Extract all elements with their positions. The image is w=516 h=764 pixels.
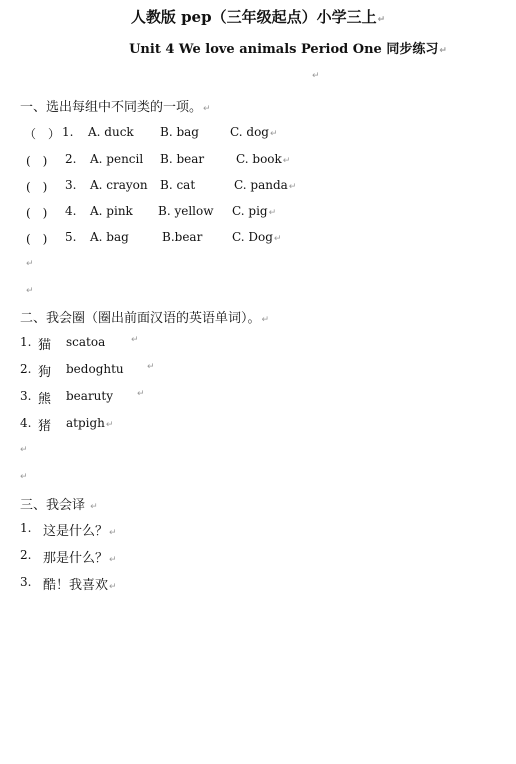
option-c: C. book↵ [236,152,291,166]
paragraph-mark-icon: ↵ [26,286,34,296]
paragraph-mark-icon: ↵ [147,362,155,372]
item-number: 3. [20,389,32,403]
option-b: B. yellow [158,204,214,218]
paragraph-mark-icon: ↵ [439,46,447,56]
paragraph-mark-icon: ↵ [131,335,139,345]
paragraph-mark-icon: ↵ [26,259,34,269]
document-subtitle [0,38,516,57]
paragraph-mark-icon: ↵ [137,389,145,399]
question-number: 4. [65,204,77,218]
paragraph-mark-icon: ↵ [282,156,291,166]
item-chinese: 猪 [38,419,52,434]
paragraph-mark-icon: ↵ [90,502,98,512]
question-row-3 [0,178,516,198]
question-row-2 [0,152,516,172]
item-letters[interactable]: scatoa [66,335,106,349]
section3-heading-text: 三、我会译 [20,498,86,513]
circle-item-4 [20,416,320,436]
paragraph-mark-icon: ↵ [203,104,211,114]
circle-item-3 [20,389,320,409]
subtitle-text: Unit 4 We love animals Period One 同步练习 [129,42,439,57]
title-text: 人教版 pep（三年级起点）小学三上 [130,8,377,26]
question-number: 1. [62,125,74,139]
item-number: 3. [20,575,32,589]
option-a: A. pink [90,204,133,218]
option-c: C. Dog↵ [232,230,282,244]
option-c: C. dog↵ [230,125,278,139]
paragraph-mark-icon: ↵ [269,129,278,139]
item-number: 1. [20,521,32,535]
paragraph-mark-icon: ↵ [288,182,297,192]
question-number: 3. [65,178,77,192]
item-chinese: 那是什么？↵ [43,551,117,566]
question-number: 5. [65,230,77,244]
item-number: 1. [20,335,32,349]
paragraph-mark-icon: ↵ [261,315,270,325]
answer-blank[interactable]: ( ) [26,180,48,194]
circle-item-2 [20,362,320,382]
option-c: C. pig↵ [232,204,277,218]
question-row-5 [0,230,516,250]
question-row-4 [0,204,516,224]
question-row-1 [0,125,516,145]
section1-heading-text: 一、选出每组中不同类的一项。 [20,100,203,115]
option-c: C. panda↵ [234,178,297,192]
paragraph-mark-icon: ↵ [109,555,117,565]
paragraph-mark-icon: ↵ [105,420,114,430]
item-letters[interactable]: atpigh↵ [66,416,114,430]
question-number: 2. [65,152,77,166]
paragraph-mark-icon: ↵ [268,208,277,218]
paragraph-mark-icon: ↵ [109,582,117,592]
paragraph-mark-icon: ↵ [20,445,28,455]
option-b: B.bear [162,230,203,244]
item-chinese: 熊 [38,392,52,407]
option-b: B. bag [160,125,199,139]
item-chinese: 这是什么？↵ [43,524,117,539]
section2-heading-text: 二、我会圈（圈出前面汉语的英语单词）。 [20,311,261,326]
item-number: 2. [20,362,32,376]
answer-blank[interactable]: ( ) [26,206,48,220]
translate-item-2 [20,548,320,568]
option-a: A. bag [90,230,129,244]
document-title [0,6,516,27]
option-b: B. bear [160,152,205,166]
option-a: A. pencil [90,152,144,166]
section3-heading [20,494,98,513]
section2-heading [20,307,269,326]
paragraph-mark-icon: ↵ [20,472,28,482]
item-chinese: 狗 [38,365,52,380]
section1-heading [20,96,211,115]
item-letters[interactable]: bedoghtu [66,362,124,376]
item-chinese: 猫 [38,338,52,353]
answer-blank[interactable]: （ ） [24,127,61,141]
item-number: 4. [20,416,32,430]
paragraph-mark-icon: ↵ [273,234,282,244]
translate-item-1 [20,521,320,541]
item-chinese: 酷！我喜欢↵ [43,578,117,593]
paragraph-mark-icon: ↵ [312,71,320,81]
option-a: A. crayon [90,178,148,192]
answer-blank[interactable]: ( ) [26,154,48,168]
circle-item-1 [20,335,320,355]
item-letters[interactable]: bearuty [66,389,114,403]
answer-blank[interactable]: ( ) [26,232,48,246]
option-a: A. duck [88,125,134,139]
paragraph-mark-icon: ↵ [377,15,386,25]
paragraph-mark-icon: ↵ [109,528,117,538]
translate-item-3 [20,575,320,595]
item-number: 2. [20,548,32,562]
option-b: B. cat [160,178,196,192]
